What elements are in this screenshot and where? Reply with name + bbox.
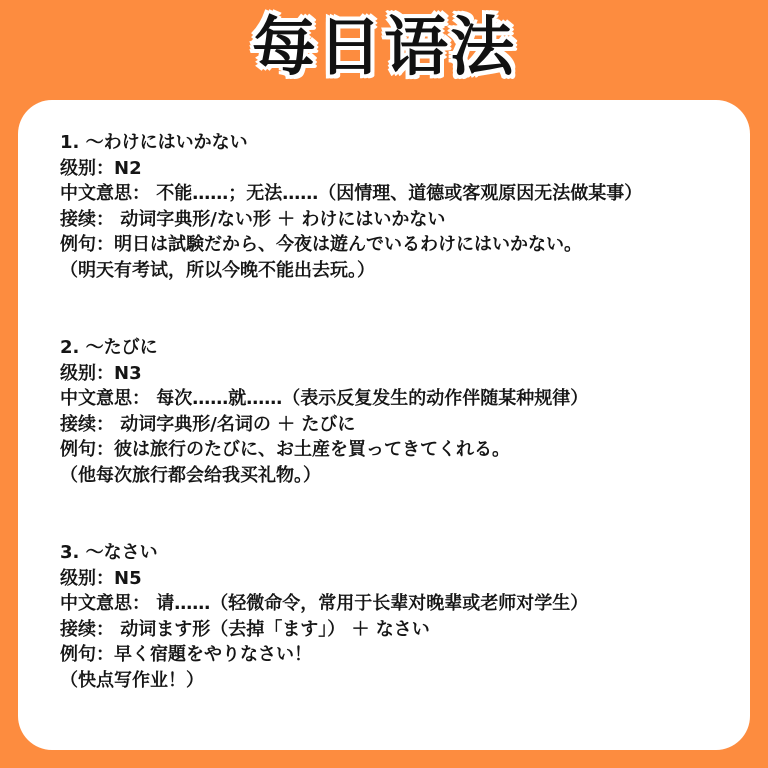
grammar-example: 例句：明日は試験だから、今夜は遊んでいるわけにはいかない。	[60, 234, 582, 255]
grammar-translation: （明天有考试，所以今晚不能出去玩。）	[60, 259, 375, 281]
grammar-list	[60, 130, 730, 693]
grammar-example: 例句：早く宿題をやりなさい！	[60, 644, 312, 665]
grammar-meaning: 中文意思： 不能……；无法……（因情理、道德或客观原因无法做某事）	[60, 183, 643, 204]
grammar-entry-2	[60, 335, 730, 488]
grammar-card	[18, 100, 750, 750]
grammar-level: 级别：N2	[60, 157, 142, 179]
page-title: 每日语法	[252, 11, 516, 85]
grammar-meaning: 中文意思： 每次……就……（表示反复发生的动作伴随某种规律）	[60, 388, 589, 409]
grammar-translation: （他每次旅行都会给我买礼物。）	[60, 464, 321, 486]
grammar-connection: 接续： 动词字典形/名词の ＋ たびに	[60, 413, 356, 435]
grammar-translation: （快点写作业！）	[60, 669, 204, 691]
grammar-connection: 接续： 动词ます形（去掉「ます」） ＋ なさい	[60, 618, 430, 640]
grammar-heading: 3. ～なさい	[60, 542, 158, 563]
grammar-heading: 1. ～わけにはいかない	[60, 132, 248, 153]
grammar-level: 级别：N3	[60, 362, 142, 384]
grammar-meaning: 中文意思： 请……（轻微命令，常用于长辈对晚辈或老师对学生）	[60, 593, 589, 614]
grammar-entry-3	[60, 540, 730, 693]
grammar-entry-1	[60, 130, 730, 283]
grammar-connection: 接续： 动词字典形/ない形 ＋ わけにはいかない	[60, 208, 446, 230]
grammar-level: 级别：N5	[60, 567, 142, 589]
grammar-example: 例句：彼は旅行のたびに、お土産を買ってきてくれる。	[60, 439, 510, 460]
grammar-heading: 2. ～たびに	[60, 337, 158, 358]
